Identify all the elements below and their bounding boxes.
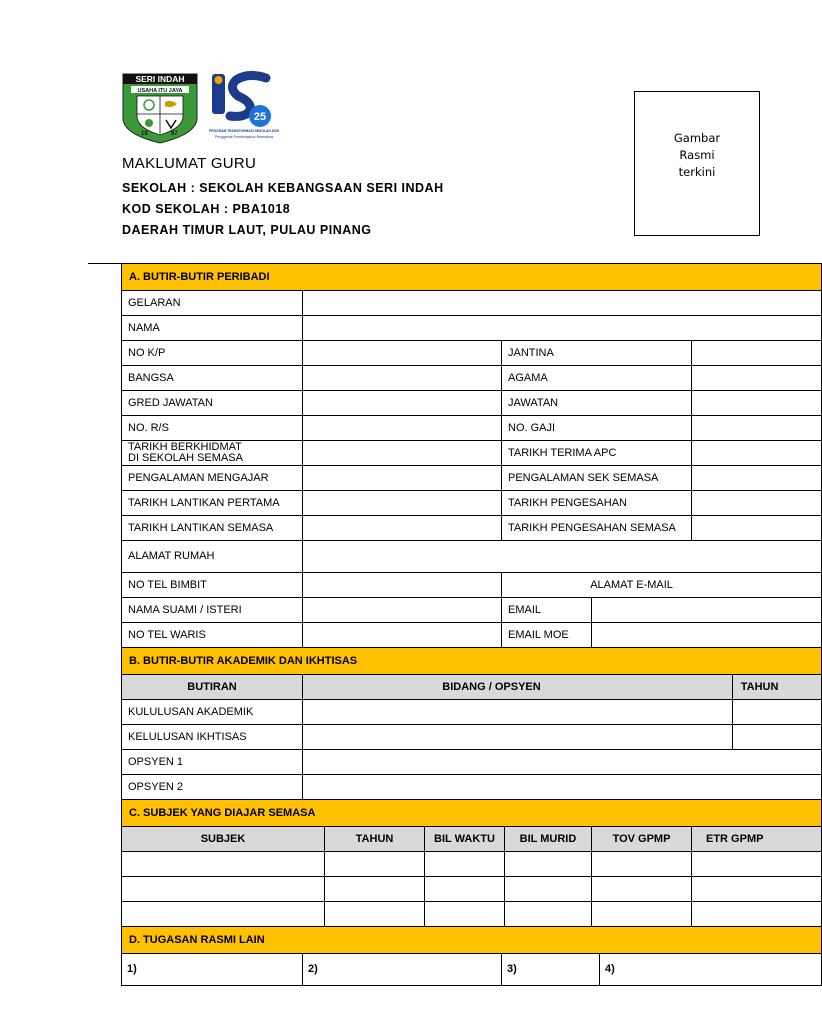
label-opsyen-2: OPSYEN 2 [122,775,303,800]
label-no-tel-bimbit: NO TEL BIMBIT [122,573,303,598]
tugasan-4[interactable]: 4) [600,954,822,986]
cell-tahun[interactable] [325,877,425,902]
label-tarikh-lantikan-pertama: TARIKH LANTIKAN PERTAMA [122,491,303,516]
svg-text:PROGRAM TRANSFORMASI SEKOLAH 2: PROGRAM TRANSFORMASI SEKOLAH 2025 [209,129,279,133]
label-no-tel-waris: NO TEL WARIS [122,623,303,648]
cell-etr-gpmp[interactable] [692,852,822,877]
cell-subjek[interactable] [122,877,325,902]
field-no-rs[interactable] [303,416,502,441]
col-etr-gpmp: ETR GPMP [692,827,822,852]
svg-text:Penggerak Pembelajaran Bermakn: Penggerak Pembelajaran Bermakna [215,135,273,139]
field-tarikh-pengesahan-semasa[interactable] [692,516,822,541]
section-b-heading: B. BUTIR-BUTIR AKADEMIK DAN IKHTISAS [122,648,822,675]
field-nama[interactable] [303,316,822,341]
svg-text:USAHA ITU JAYA: USAHA ITU JAYA [137,88,183,94]
cell-etr-gpmp[interactable] [692,877,822,902]
field-opsyen-2[interactable] [303,775,822,800]
label-nama: NAMA [122,316,303,341]
label-kelulusan-ikhtisas: KELULUSAN IKHTISAS [122,725,303,750]
label-tarikh-berkhidmat: TARIKH BERKHIDMAT DI SEKOLAH SEMASA [122,441,303,466]
label-email-moe: EMAIL MOE [502,623,592,648]
field-no-kp[interactable] [303,341,502,366]
field-alamat-rumah[interactable] [303,541,822,573]
field-email-moe[interactable] [592,623,822,648]
school-code: KOD SEKOLAH : PBA1018 [122,202,291,216]
svg-text:SERI INDAH: SERI INDAH [135,74,185,84]
page-title: MAKLUMAT GURU [122,155,257,172]
section-a-heading: A. BUTIR-BUTIR PERIBADI [122,264,822,291]
teacher-info-form [121,263,779,1023]
label-no-gaji: NO. GAJI [502,416,692,441]
label-alamat-rumah: ALAMAT RUMAH [122,541,303,573]
label-tarikh-pengesahan: TARIKH PENGESAHAN [502,491,692,516]
label-tarikh-lantikan-semasa: TARIKH LANTIKAN SEMASA [122,516,303,541]
col-tahun-subjek: TAHUN [325,827,425,852]
school-district: DAERAH TIMUR LAUT, PULAU PINANG [122,223,372,237]
cell-tov-gpmp[interactable] [592,902,692,927]
label-tarikh-pengesahan-semasa: TARIKH PENGESAHAN SEMASA [502,516,692,541]
form-table [121,263,822,986]
field-tarikh-pengesahan[interactable] [692,491,822,516]
cell-etr-gpmp[interactable] [692,902,822,927]
cell-bil-murid[interactable] [505,877,592,902]
field-tarikh-terima-apc[interactable] [692,441,822,466]
label-kelulusan-akademik: KULULUSAN AKADEMIK [122,700,303,725]
field-akademik-bidang[interactable] [303,700,733,725]
field-no-tel-waris[interactable] [303,623,502,648]
cell-bil-waktu[interactable] [425,877,505,902]
field-no-gaji[interactable] [692,416,822,441]
cell-bil-murid[interactable] [505,852,592,877]
table-row [122,877,822,902]
table-row [122,902,822,927]
col-bil-waktu: BIL WAKTU [425,827,505,852]
field-email[interactable] [592,598,822,623]
col-butiran: BUTIRAN [122,675,303,700]
table-row [122,852,822,877]
cell-bil-murid[interactable] [505,902,592,927]
label-no-rs: NO. R/S [122,416,303,441]
photo-placeholder[interactable] [634,91,760,236]
label-gelaran: GELARAN [122,291,303,316]
field-agama[interactable] [692,366,822,391]
field-opsyen-1[interactable] [303,750,822,775]
field-tarikh-lantikan-semasa[interactable] [303,516,502,541]
divider-line [88,263,122,264]
field-nama-suami-isteri[interactable] [303,598,502,623]
cell-tov-gpmp[interactable] [592,877,692,902]
cell-bil-waktu[interactable] [425,902,505,927]
col-bidang-opsyen: BIDANG / OPSYEN [303,675,733,700]
svg-text:25: 25 [253,111,267,123]
field-gelaran[interactable] [303,291,822,316]
label-jawatan: JAWATAN [502,391,692,416]
label-pengalaman-mengajar: PENGALAMAN MENGAJAR [122,466,303,491]
tugasan-1[interactable]: 1) [122,954,303,986]
cell-tahun[interactable] [325,902,425,927]
label-jantina: JANTINA [502,341,692,366]
label-agama: AGAMA [502,366,692,391]
field-akademik-tahun[interactable] [733,700,822,725]
svg-text:19: 19 [141,131,148,137]
label-gred-jawatan: GRED JAWATAN [122,391,303,416]
svg-text:97: 97 [171,131,178,137]
field-bangsa[interactable] [303,366,502,391]
label-tarikh-terima-apc: TARIKH TERIMA APC [502,441,692,466]
tugasan-2[interactable]: 2) [303,954,502,986]
field-ikhtisas-bidang[interactable] [303,725,733,750]
transformasi-sekolah-logo [208,70,280,142]
label-pengalaman-sek-semasa: PENGALAMAN SEK SEMASA [502,466,692,491]
field-no-tel-bimbit[interactable] [303,573,502,598]
section-c-heading: C. SUBJEK YANG DIAJAR SEMASA [122,800,822,827]
field-tarikh-lantikan-pertama[interactable] [303,491,502,516]
label-nama-suami-isteri: NAMA SUAMI / ISTERI [122,598,303,623]
field-jantina[interactable] [692,341,822,366]
section-d-heading: D. TUGASAN RASMI LAIN [122,927,822,954]
field-tarikh-berkhidmat[interactable] [303,441,502,466]
field-ikhtisas-tahun[interactable] [733,725,822,750]
label-email: EMAIL [502,598,592,623]
cell-subjek[interactable] [122,852,325,877]
label-alamat-email: ALAMAT E-MAIL [502,573,822,598]
col-subjek: SUBJEK [122,827,325,852]
col-tov-gpmp: TOV GPMP [592,827,692,852]
field-gred-jawatan[interactable] [303,391,502,416]
field-pengalaman-mengajar[interactable] [303,466,502,491]
cell-tahun[interactable] [325,852,425,877]
label-opsyen-1: OPSYEN 1 [122,750,303,775]
photo-placeholder-label: Gambar Rasmi terkini [673,131,721,179]
cell-subjek[interactable] [122,902,325,927]
label-bangsa: BANGSA [122,366,303,391]
cell-tov-gpmp[interactable] [592,852,692,877]
label-no-kp: NO K/P [122,341,303,366]
school-crest-logo [121,72,199,144]
cell-bil-waktu[interactable] [425,852,505,877]
col-bil-murid: BIL MURID [505,827,592,852]
school-name: SEKOLAH : SEKOLAH KEBANGSAAN SERI INDAH [122,181,444,195]
col-tahun: TAHUN [733,675,822,700]
field-pengalaman-sek-semasa[interactable] [692,466,822,491]
field-jawatan[interactable] [692,391,822,416]
tugasan-3[interactable]: 3) [502,954,600,986]
